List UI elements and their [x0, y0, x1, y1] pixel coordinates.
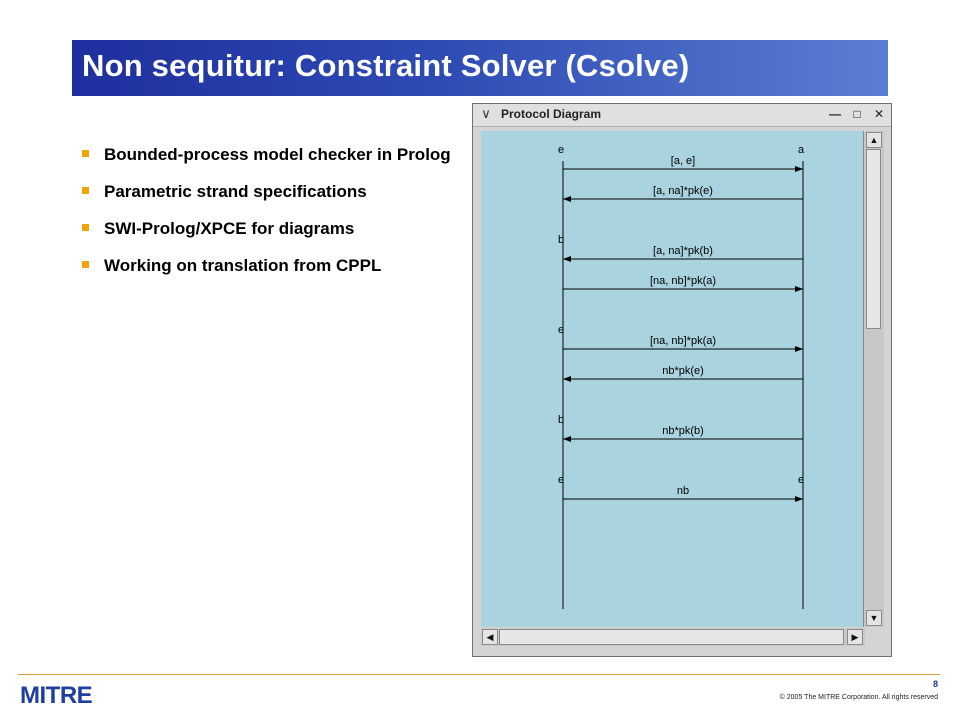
- mitre-logo: MITRE: [20, 682, 93, 709]
- message-label: [na, nb]*pk(a): [649, 335, 717, 347]
- arrowhead: [563, 376, 571, 382]
- bullet-marker: [82, 150, 89, 157]
- copyright-text: © 2005 The MITRE Corporation. All rights reserved: [779, 694, 938, 701]
- protocol-diagram-window: [472, 103, 892, 657]
- bullet-text: Bounded-process model checker in Prolog: [104, 145, 451, 164]
- title-bar: [72, 40, 888, 96]
- vertical-scrollbar[interactable]: [864, 131, 884, 627]
- message-arrow: [563, 335, 803, 352]
- bullet-text: SWI-Prolog/XPCE for diagrams: [104, 219, 355, 238]
- strand-node-label: b: [558, 234, 565, 246]
- message-label: [na, nb]*pk(a): [649, 275, 717, 287]
- page-number: 8: [932, 679, 938, 689]
- message-arrow: [563, 275, 803, 292]
- message-arrow: [563, 185, 803, 202]
- arrowhead: [563, 436, 571, 442]
- message-arrow: [563, 485, 803, 502]
- message-label: nb: [676, 485, 690, 497]
- close-button[interactable]: ✕: [873, 107, 885, 121]
- scroll-right-icon[interactable]: ▶: [847, 629, 863, 645]
- footer-divider: [18, 674, 940, 675]
- strand-node-label: e: [798, 474, 805, 486]
- bullet-list: [80, 142, 460, 290]
- bullet-item: [80, 216, 460, 241]
- window-titlebar[interactable]: [473, 104, 891, 127]
- message-label: [a, na]*pk(b): [653, 245, 713, 257]
- arrowhead: [795, 346, 803, 352]
- message-arrow: [563, 365, 803, 382]
- window-title: Protocol Diagram: [501, 107, 602, 121]
- bullet-text: Working on translation from CPPL: [104, 256, 382, 275]
- arrowhead: [795, 496, 803, 502]
- strand-node-label: b: [558, 414, 565, 426]
- scroll-down-icon[interactable]: ▼: [866, 610, 882, 626]
- message-arrow: [563, 425, 803, 442]
- message-label: [a, e]: [670, 155, 696, 167]
- scroll-up-icon[interactable]: ▲: [866, 132, 882, 148]
- minimize-button[interactable]: —: [829, 107, 841, 121]
- bullet-marker: [82, 187, 89, 194]
- message-label: nb*pk(b): [662, 425, 704, 437]
- bullet-item: [80, 142, 460, 167]
- strand-node-label: a: [798, 144, 805, 156]
- horizontal-scroll-thumb[interactable]: [499, 629, 844, 645]
- message-label: [a, na]*pk(e): [653, 185, 713, 197]
- strand-node-label: e: [558, 324, 565, 336]
- diagram-canvas: [481, 131, 864, 627]
- arrowhead: [795, 166, 803, 172]
- protocol-diagram: [481, 131, 863, 627]
- arrowhead: [795, 286, 803, 292]
- arrowhead: [563, 196, 571, 202]
- bullet-text: Parametric strand specifications: [104, 182, 367, 201]
- page-title: Non sequitur: Constraint Solver (Csolve): [82, 48, 690, 83]
- bullet-marker: [82, 224, 89, 231]
- strand-node-label: e: [558, 144, 565, 156]
- strand-node-label: e: [558, 474, 565, 486]
- vertical-scroll-thumb[interactable]: [866, 149, 881, 329]
- bullet-item: [80, 179, 460, 204]
- arrowhead: [563, 256, 571, 262]
- maximize-button[interactable]: □: [853, 107, 861, 121]
- message-label: nb*pk(e): [662, 365, 704, 377]
- message-arrow: [563, 155, 803, 172]
- message-arrow: [563, 245, 803, 262]
- bullet-marker: [82, 261, 89, 268]
- horizontal-scrollbar[interactable]: [481, 628, 865, 646]
- bullet-item: [80, 253, 460, 278]
- chevron-down-icon[interactable]: ∨: [481, 106, 491, 121]
- scroll-left-icon[interactable]: ◀: [482, 629, 498, 645]
